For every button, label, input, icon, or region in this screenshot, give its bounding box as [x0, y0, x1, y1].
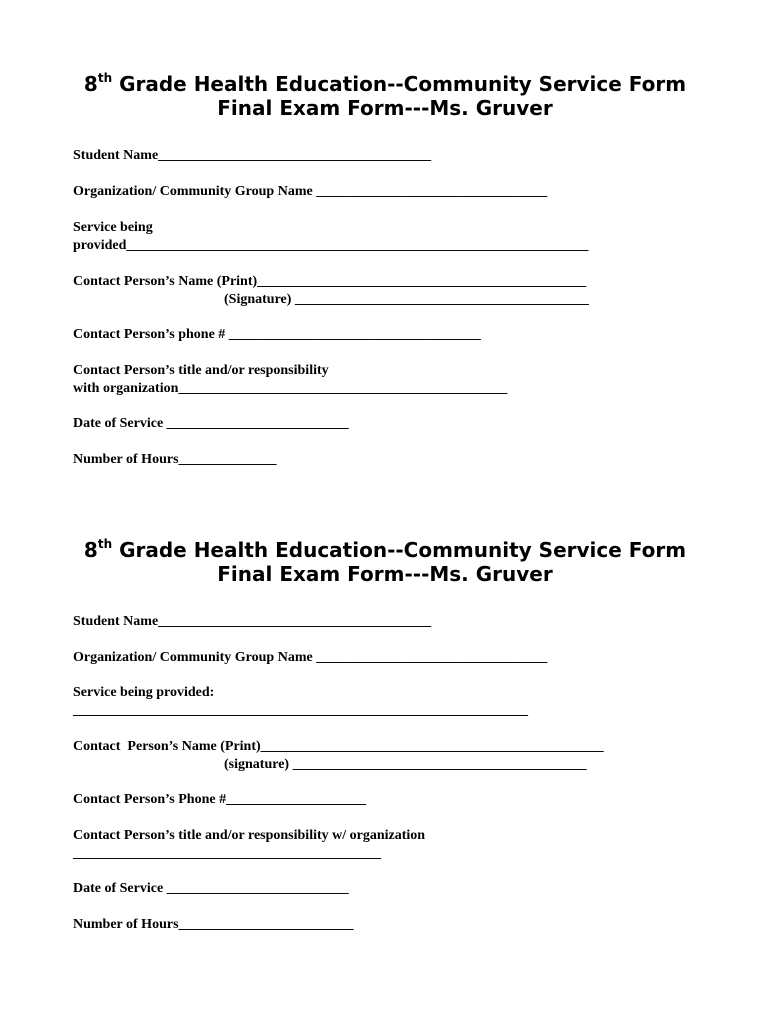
community-service-form-1 — [0, 71, 770, 467]
service-label: Service being provided: — [73, 685, 215, 700]
contact-name-field[interactable]: Contact Person’s Name (Print)_______________________________________________ — [73, 274, 587, 289]
date-field[interactable]: Date of Service __________________________ — [73, 881, 349, 896]
title-ordinal-suffix: th — [97, 537, 113, 551]
contact-title-label: Contact Person’s title and/or responsibility w/ organization — [73, 828, 426, 843]
contact-title-label: Contact Person’s title and/or responsibility — [73, 363, 329, 378]
date-field[interactable]: Date of Service __________________________ — [73, 416, 349, 431]
title-line1: Grade Health Education--Community Service Form — [112, 538, 687, 562]
phone-field[interactable]: Contact Person’s phone # ____________________________________ — [73, 327, 481, 342]
service-label: Service being — [73, 220, 153, 235]
hours-field[interactable]: Number of Hours______________ — [73, 452, 277, 467]
title-line2: Final Exam Form---Ms. Gruver — [217, 562, 553, 586]
contact-name-field[interactable]: Contact Person’s Name (Print)_________________________________________________ — [73, 739, 604, 754]
title-line1: Grade Health Education--Community Service Form — [112, 72, 687, 96]
form-title — [0, 538, 770, 586]
signature-field[interactable]: (Signature) __________________________________________ — [224, 292, 589, 307]
community-service-form-2 — [0, 537, 770, 932]
title-ordinal: 8 — [83, 538, 98, 562]
signature-field[interactable]: (signature) __________________________________________ — [224, 757, 587, 772]
hours-field[interactable]: Number of Hours_________________________ — [73, 917, 354, 932]
student-name-field[interactable]: Student Name_______________________________________ — [73, 148, 432, 163]
service-field[interactable]: _________________________________________________________________ — [73, 703, 528, 718]
service-field[interactable]: provided__________________________________________________________________ — [73, 238, 589, 253]
title-line2: Final Exam Form---Ms. Gruver — [217, 96, 553, 120]
title-ordinal: 8 — [83, 72, 98, 96]
form-title — [0, 72, 770, 120]
organization-field[interactable]: Organization/ Community Group Name _________________________________ — [73, 650, 548, 665]
contact-title-field[interactable]: ____________________________________________ — [73, 846, 381, 861]
phone-field[interactable]: Contact Person’s Phone #____________________ — [73, 792, 367, 807]
contact-title-field[interactable]: with organization_______________________________________________ — [73, 381, 508, 396]
organization-field[interactable]: Organization/ Community Group Name _________________________________ — [73, 184, 548, 199]
title-ordinal-suffix: th — [97, 71, 113, 85]
student-name-field[interactable]: Student Name_______________________________________ — [73, 614, 432, 629]
